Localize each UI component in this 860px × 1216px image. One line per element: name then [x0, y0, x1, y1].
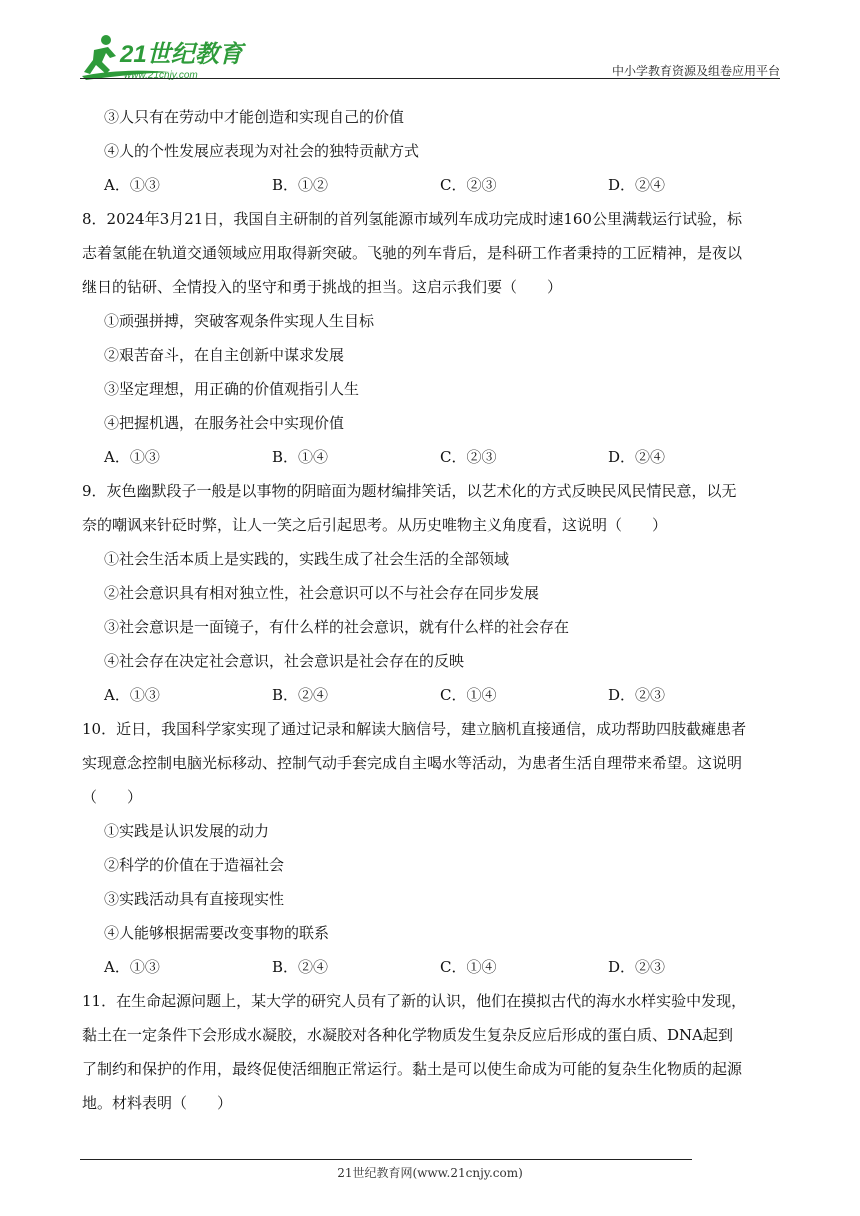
- answer-choice: C．②③: [440, 176, 497, 194]
- question-stem: 10．近日，我国科学家实现了通过记录和解读大脑信号，建立脑机直接通信，成功帮助四肢截瘫患者: [82, 720, 747, 738]
- platform-name: 中小学教育资源及组卷应用平台: [611, 64, 780, 78]
- answer-choice: A．①③: [104, 448, 160, 466]
- answer-choices: [82, 440, 782, 474]
- question-stem: 志着氢能在轨道交通领域应用取得新突破。飞驰的列车背后，是科研工作者秉持的工匠精神，是夜以: [82, 244, 743, 262]
- answer-choice: D．②④: [608, 448, 666, 466]
- question-stem: 地。材料表明（ ）: [82, 1094, 233, 1112]
- answer-choice: B．②④: [272, 958, 329, 976]
- statement-option: ①顽强拼搏，突破客观条件实现人生目标: [104, 312, 375, 330]
- question-stem: 8．2024年3月21日，我国自主研制的首列氢能源市域列车成功完成时速160公里满载运行试验，标: [82, 210, 742, 228]
- answer-choice: A．①③: [104, 958, 160, 976]
- answer-choice: B．①②: [272, 176, 329, 194]
- answer-choice: C．①④: [440, 686, 497, 704]
- header-divider: [80, 78, 780, 79]
- answer-choices: [82, 168, 782, 202]
- footer-divider: [80, 1159, 692, 1160]
- question-stem: 奈的嘲讽来针砭时弊，让人一笑之后引起思考。从历史唯物主义角度看，这说明（ ）: [82, 516, 668, 534]
- statement-option: ④人的个性发展应表现为对社会的独特贡献方式: [104, 142, 420, 160]
- question-stem: 黏土在一定条件下会形成水凝胶，水凝胶对各种化学物质发生复杂反应后形成的蛋白质、DNA起到: [82, 1026, 733, 1044]
- statement-option: ③坚定理想，用正确的价值观指引人生: [104, 380, 360, 398]
- answer-choice: D．②③: [608, 686, 666, 704]
- question-stem: 11．在生命起源问题上，某大学的研究人员有了新的认识，他们在摸拟古代的海水水样实验中发现，: [82, 992, 747, 1010]
- answer-choice: C．②③: [440, 448, 497, 466]
- statement-option: ③人只有在劳动中才能创造和实现自己的价值: [104, 108, 405, 126]
- statement-option: ④人能够根据需要改变事物的联系: [104, 924, 330, 942]
- answer-choice: C．①④: [440, 958, 497, 976]
- statement-option: ②社会意识具有相对独立性，社会意识可以不与社会存在同步发展: [104, 584, 540, 602]
- statement-option: ③实践活动具有直接现实性: [104, 890, 285, 908]
- question-stem: 了制约和保护的作用，最终促使活细胞正常运行。黏土是可以使生命成为可能的复杂生化物质的起源: [82, 1060, 743, 1078]
- site-logo: [80, 32, 320, 82]
- answer-choice: D．②④: [608, 176, 666, 194]
- answer-choice: A．①③: [104, 686, 160, 704]
- footer-text: 21世纪教育网(www.21cnjy.com): [337, 1166, 523, 1180]
- answer-choices: [82, 678, 782, 712]
- statement-option: ③社会意识是一面镜子，有什么样的社会意识，就有什么样的社会存在: [104, 618, 570, 636]
- statement-option: ④把握机遇，在服务社会中实现价值: [104, 414, 345, 432]
- answer-choice: B．②④: [272, 686, 329, 704]
- statement-option: ①实践是认识发展的动力: [104, 822, 270, 840]
- statement-option: ④社会存在决定社会意识，社会意识是社会存在的反映: [104, 652, 465, 670]
- statement-option: ②科学的价值在于造福社会: [104, 856, 285, 874]
- answer-choice: A．①③: [104, 176, 160, 194]
- question-stem: （ ）: [82, 788, 143, 806]
- answer-choice: B．①④: [272, 448, 329, 466]
- question-stem: 9．灰色幽默段子一般是以事物的阴暗面为题材编排笑话，以艺术化的方式反映民风民情民意，以无: [82, 482, 737, 500]
- question-content: [82, 100, 782, 1120]
- answer-choice: D．②③: [608, 958, 666, 976]
- question-stem: 继日的钻研、全情投入的坚守和勇于挑战的担当。这启示我们要（ ）: [82, 278, 563, 296]
- logo-text: 21世纪教育: [120, 41, 243, 68]
- question-stem: 实现意念控制电脑光标移动、控制气动手套完成自主喝水等活动，为患者生活自理带来希望。这说明: [82, 754, 743, 772]
- answer-choices: [82, 950, 782, 984]
- statement-option: ②艰苦奋斗，在自主创新中谋求发展: [104, 346, 345, 364]
- logo-url: www.21cnjy.com: [124, 70, 198, 81]
- statement-option: ①社会生活本质上是实践的，实践生成了社会生活的全部领域: [104, 550, 510, 568]
